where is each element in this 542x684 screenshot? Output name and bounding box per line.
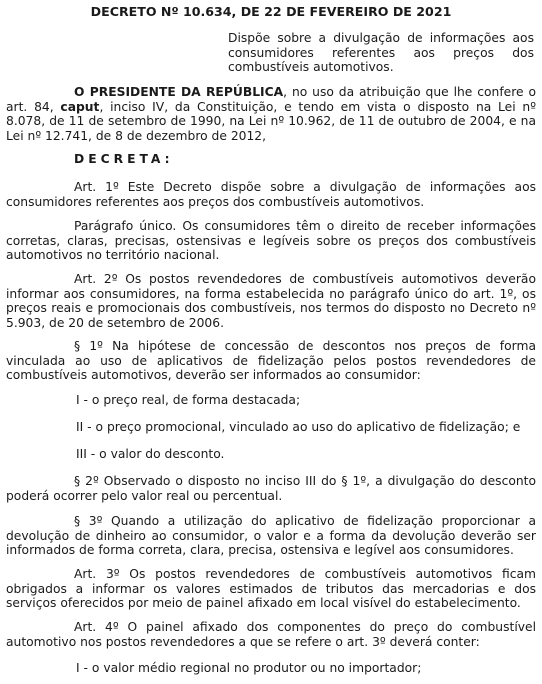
article-2-paragraph-3: § 3º Quando a utilização do aplicativo de fidelização proporcionar a devolução de dinheiro ao consumidor, o valor e a forma da devolução deverão ser informados de forma correta, clara, precisa, ostensiva e legível aos consumidores.	[6, 514, 536, 558]
article-2-paragraph-2: § 2º Observado o disposto no inciso III do § 1º, a divulgação do desconto poderá ocorrer pelo valor real ou percentual.	[6, 474, 536, 503]
article-3: Art. 3º Os postos revendedores de combustíveis automotivos ficam obrigados a informar os valores estimados de tributos das mercadorias e dos serviços oferecidos por meio de painel afixado em local visível do estabelecimento.	[6, 567, 536, 611]
article-2: Art. 2º Os postos revendedores de combustíveis automotivos deverão informar aos consumidores, na forma estabelecida no parágrafo único do art. 1º, os preços reais e promocionais dos combustíveis, nos termos do disposto no Decreto nº 5.903, de 20 de setembro de 2006.	[6, 272, 536, 330]
preamble-caput: caput	[60, 99, 100, 114]
article-1: Art. 1º Este Decreto dispõe sobre a divulgação de informações aos consumidores referentes aos preços dos combustíveis automotivos.	[6, 180, 536, 209]
preamble	[6, 85, 536, 143]
decree-ementa: Dispõe sobre a divulgação de informações aos consumidores referentes aos preços dos combustíveis automotivos.	[228, 31, 534, 75]
preamble-text-b: , inciso IV, da Constituição, e tendo em vista o disposto na Lei nº 8.078, de 11 de setembro de 1990, na Lei nº 10.962, de 11 de outubro de 2004, e na Lei nº 12.741, de 8 de dezembro de 2012,	[6, 99, 536, 143]
paragrafo-unico: Parágrafo único. Os consumidores têm o direito de receber informações corretas, claras, precisas, ostensivas e legíveis sobre os preços dos combustíveis automotivos no território nacional.	[6, 219, 536, 263]
preamble-authority: O PRESIDENTE DA REPÚBLICA	[74, 85, 284, 99]
decreta-heading: DECRETA:	[74, 152, 174, 166]
article-2-p1-inciso-i: I - o preço real, de forma destacada;	[76, 393, 301, 407]
article-4: Art. 4º O painel afixado dos componentes do preço do combustível automotivo nos postos revendedores a que se refere o art. 3º deverá conter:	[6, 620, 536, 649]
preamble-text-a: , no uso da atribuição que lhe confere o art. 84,	[6, 85, 536, 114]
article-4-inciso-i: I - o valor médio regional no produtor ou no importador;	[76, 661, 422, 675]
article-2-p1-inciso-ii: II - o preço promocional, vinculado ao uso do aplicativo de fidelização; e	[76, 420, 521, 434]
decree-title: DECRETO Nº 10.634, DE 22 DE FEVEREIRO DE 2021	[90, 4, 452, 19]
article-2-p1-inciso-iii: III - o valor do desconto.	[76, 447, 225, 461]
article-2-paragraph-1: § 1º Na hipótese de concessão de descontos nos preços de forma vinculada ao uso de aplicativos de fidelização pelos postos revendedores de combustíveis automotivos, deverão ser informados ao consumidor:	[6, 339, 536, 383]
